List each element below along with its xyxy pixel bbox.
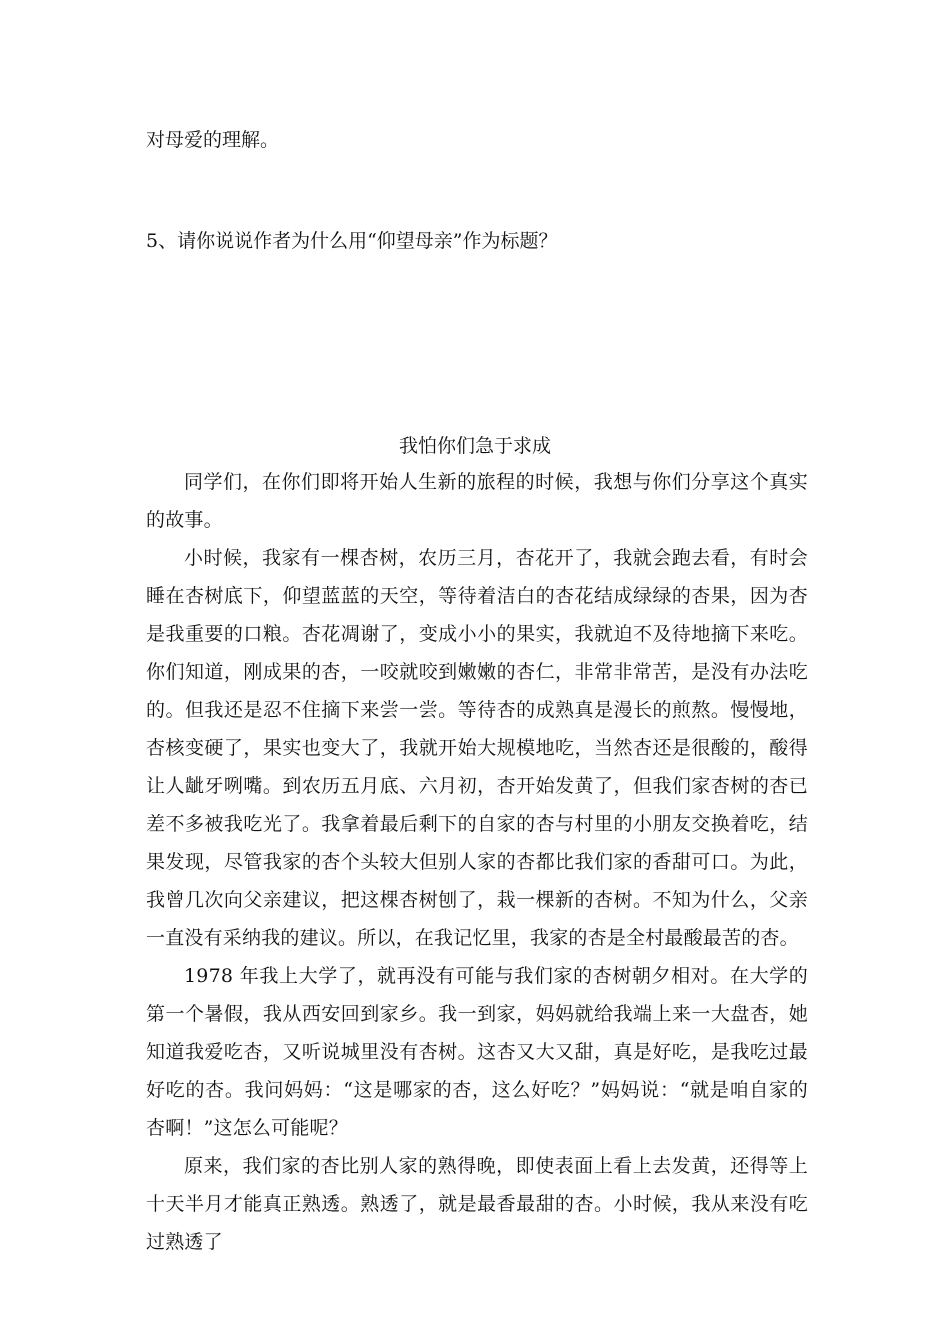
paragraph-1: 同学们，在你们即将开始人生新的旅程的时候，我想与你们分享这个真实的故事。 — [146, 471, 808, 531]
article-title: 我怕你们急于求成 — [398, 435, 551, 457]
previous-answer-fragment: 对母爱的理解。 — [146, 129, 280, 151]
question-5: 5、请你说说作者为什么用“仰望母亲”作为标题？ — [146, 230, 558, 252]
paragraph-3: 1978 年我上大学了，就再没有可能与我们家的杏树朝夕相对。在大学的第一个暑假，我从西安回到家乡。我一到家，妈妈就给我端上来一大盘杏，她知道我爱吃杏，又听说城里没有杏树。这杏又大又甜，真是好吃，是我吃过最好吃的杏。我问妈妈：“这是哪家的杏，这么好吃？”妈妈说：“就是咱自家的杏啊！”这怎么可能呢？ — [146, 965, 808, 1139]
article-body — [146, 463, 808, 1261]
paragraph-4: 原来，我们家的杏比别人家的熟得晚，即使表面上看上去发黄，还得等上十天半月才能真正熟透。熟透了，就是最香最甜的杏。小时候，我从来没有吃过熟透了 — [146, 1155, 808, 1253]
paragraph-2: 小时候，我家有一棵杏树，农历三月，杏花开了，我就会跑去看，有时会睡在杏树底下，仰望蓝蓝的天空，等待着洁白的杏花结成绿绿的杏果，因为杏是我重要的口粮。杏花凋谢了，变成小小的果实，我就迫不及待地摘下来吃。你们知道，刚成果的杏，一咬就咬到嫩嫩的杏仁，非常非常苦，是没有办法吃的。但我还是忍不住摘下来尝一尝。等待杏的成熟真是漫长的煎熬。慢慢地，杏核变硬了，果实也变大了，我就开始大规模地吃，当然杏还是很酸的，酸得让人龇牙咧嘴。到农历五月底、六月初，杏开始发黄了，但我们家杏树的杏已差不多被我吃光了。我拿着最后剩下的自家的杏与村里的小朋友交换着吃，结果发现，尽管我家的杏个头较大但别人家的杏都比我们家的香甜可口。为此，我曾几次向父亲建议，把这棵杏树刨了，栽一棵新的杏树。不知为什么，父亲一直没有采纳我的建议。所以，在我记忆里，我家的杏是全村最酸最苦的杏。 — [146, 547, 808, 949]
